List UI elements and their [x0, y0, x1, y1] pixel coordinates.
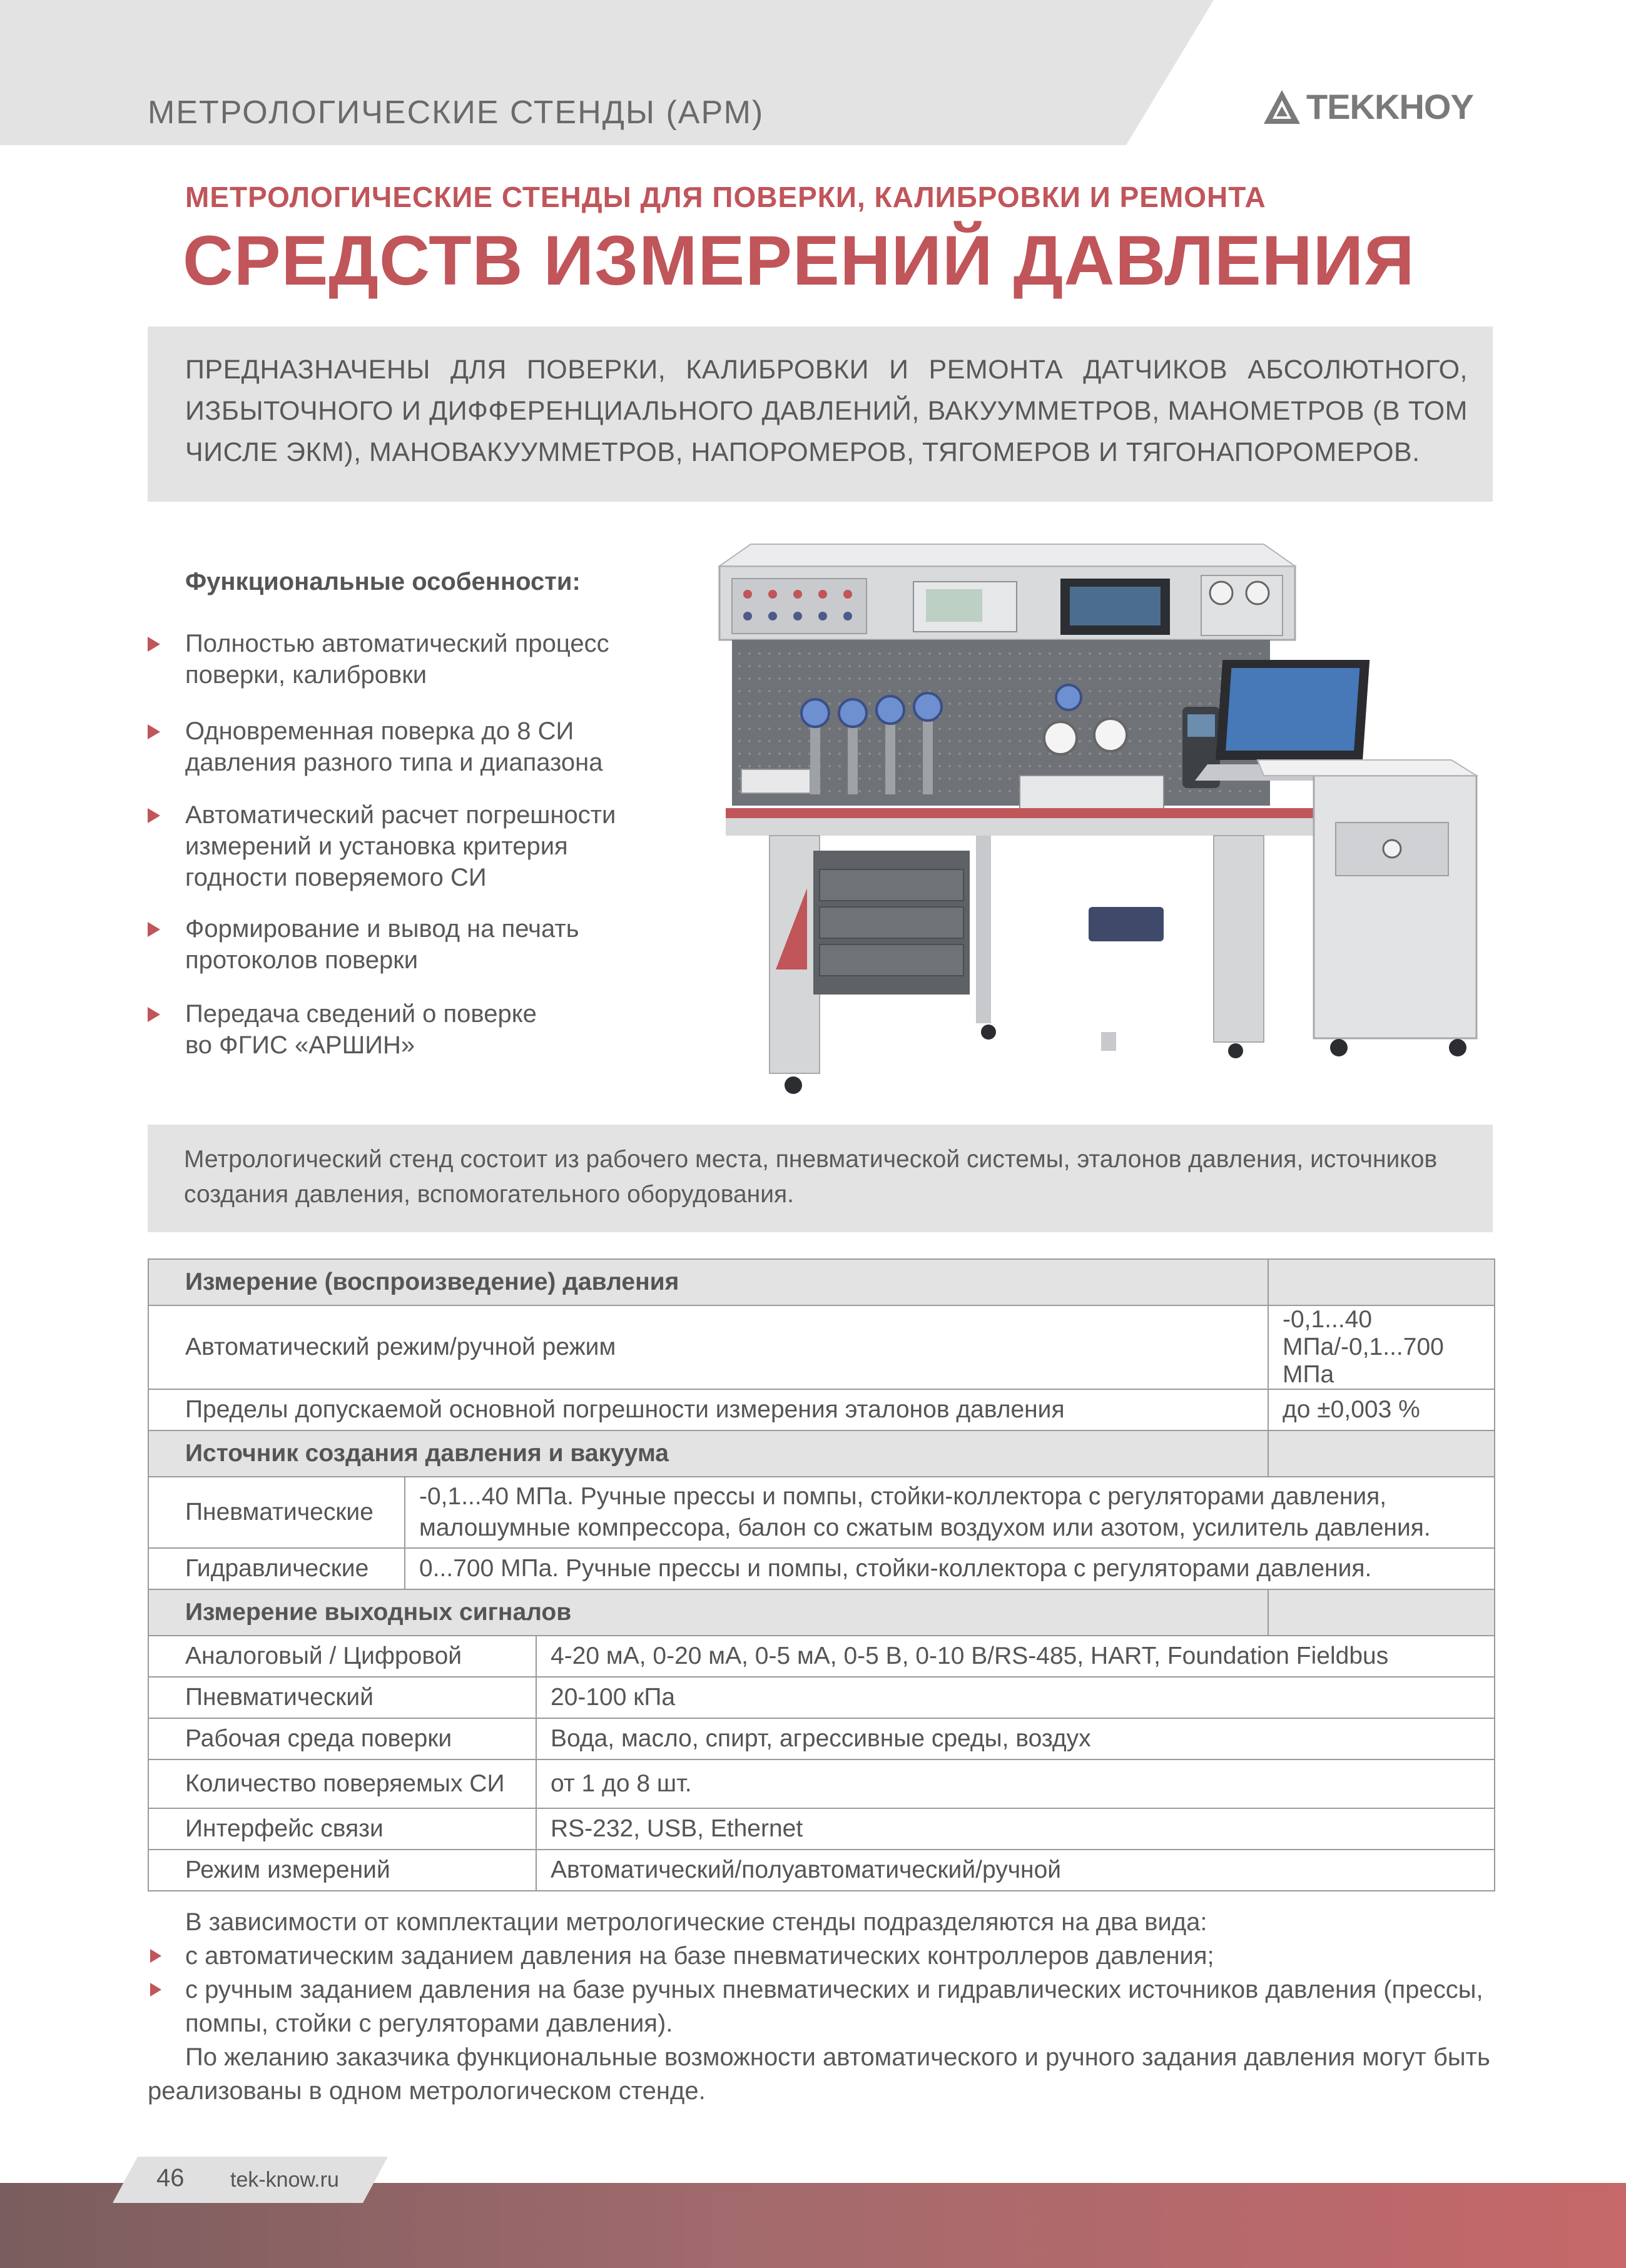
table-cell-empty: [1268, 1259, 1495, 1305]
table-row: [148, 1389, 1495, 1430]
section-title: МЕТРОЛОГИЧЕСКИЕ СТЕНДЫ (АРМ): [148, 94, 765, 131]
table-value: Вода, масло, спирт, агрессивные среды, воздух: [536, 1718, 1495, 1759]
bullet-triangle-icon: [148, 922, 160, 937]
bullet-triangle-icon: [148, 724, 160, 739]
table-cell-empty: [1268, 1589, 1495, 1636]
table-row: [148, 1808, 1495, 1850]
page-title: СРЕДСТВ ИЗМЕРЕНИЙ ДАВЛЕНИЯ: [183, 221, 1415, 300]
table-cell-empty: [1268, 1430, 1495, 1477]
feature-text: Передача сведений о поверке во ФГИС «АРШИН»: [185, 1000, 537, 1059]
closing-list-item: [148, 1973, 1493, 2040]
table-section-row: [148, 1259, 1495, 1305]
table-value: -0,1...40 МПа/-0,1...700 МПа: [1268, 1305, 1495, 1389]
table-section-row: [148, 1430, 1495, 1477]
table-label: Пределы допускаемой основной погрешности измерения эталонов давления: [148, 1389, 1268, 1430]
composition-block: [148, 1125, 1493, 1232]
table-row: [148, 1718, 1495, 1759]
bullet-triangle-icon: [150, 1949, 161, 1963]
logo-triangle-icon: [1263, 89, 1301, 125]
closing-outro: По желанию заказчика функциональные возможности автоматического и ручного задания давления могут быть реализованы в одном метрологическом стенде.: [148, 2043, 1490, 2105]
table-value: Автоматический/полуавтоматический/ручной: [536, 1850, 1495, 1891]
bullet-triangle-icon: [150, 1983, 161, 1997]
closing-list-text: с автоматическим заданием давления на базе пневматических контроллеров давления;: [185, 1942, 1214, 1970]
table-label: Рабочая среда поверки: [148, 1718, 536, 1759]
spec-table: [148, 1258, 1495, 1891]
features-title: Функциональные особенности:: [185, 568, 581, 595]
feature-text: Формирование и вывод на печать протоколов поверки: [185, 915, 579, 974]
table-label: Пневматический: [148, 1677, 536, 1718]
table-row: [148, 1305, 1495, 1389]
table-section-title: Измерение выходных сигналов: [148, 1589, 1268, 1636]
table-row: [148, 1759, 1495, 1808]
table-section-title: Измерение (воспроизведение) давления: [148, 1259, 1268, 1305]
brand-logo: [1263, 86, 1473, 127]
feature-text: Одновременная поверка до 8 СИ давления разного типа и диапазона: [185, 717, 603, 776]
closing-list-text: с ручным заданием давления на базе ручных пневматических и гидравлических источников давления (прессы, помпы, стойки с регуляторами давления).: [185, 1976, 1483, 2037]
table-row: [148, 1850, 1495, 1891]
table-section-title: Источник создания давления и вакуума: [148, 1430, 1268, 1477]
workstation-illustration: [713, 519, 1502, 1101]
bullet-triangle-icon: [148, 637, 160, 652]
purpose-block: [148, 327, 1493, 502]
table-label: Пневматические: [148, 1477, 405, 1548]
table-label: Режим измерений: [148, 1850, 536, 1891]
table-value: 20-100 кПа: [536, 1677, 1495, 1718]
table-label: Количество поверяемых СИ: [148, 1759, 536, 1808]
site-link[interactable]: tek-know.ru: [230, 2168, 339, 2192]
closing-text: [148, 1905, 1493, 2108]
table-row: [148, 1477, 1495, 1548]
table-value: 4-20 мА, 0-20 мА, 0-5 мА, 0-5 В, 0-10 В/RS-485, HART, Foundation Fieldbus: [536, 1636, 1495, 1677]
closing-intro: В зависимости от комплектации метрологические стенды подразделяются на два вида:: [185, 1908, 1207, 1936]
table-label: Автоматический режим/ручной режим: [148, 1305, 1268, 1389]
table-label: Гидравлические: [148, 1548, 405, 1589]
table-row: [148, 1548, 1495, 1589]
table-value: 0...700 МПа. Ручные прессы и помпы, стойки-коллектора с регуляторами давления.: [405, 1548, 1495, 1589]
table-value: RS-232, USB, Ethernet: [536, 1808, 1495, 1850]
table-label: Аналоговый / Цифровой: [148, 1636, 536, 1677]
table-row: [148, 1677, 1495, 1718]
purpose-text: ПРЕДНАЗНАЧЕНЫ ДЛЯ ПОВЕРКИ, КАЛИБРОВКИ И РЕМОНТА ДАТЧИКОВ АБСОЛЮТНОГО, ИЗБЫТОЧНОГО И ДИФФЕРЕНЦИАЛЬНОГО ДАВЛЕНИЙ, ВАКУУММЕТРОВ, МАНОМЕТРОВ (В ТОМ ЧИСЛЕ ЭКМ), МАНОВАКУУММЕТРОВ, НАПОРОМЕРОВ, ТЯГОМЕРОВ И ТЯГОНАПОРОМЕРОВ.: [185, 355, 1468, 467]
page-number: 46: [156, 2164, 185, 2192]
table-value: до ±0,003 %: [1268, 1389, 1495, 1430]
closing-list-item: [148, 1939, 1493, 1973]
feature-text: Автоматический расчет погрешности измерений и установка критерия годности поверяемого СИ: [185, 801, 616, 891]
bullet-triangle-icon: [148, 808, 160, 823]
table-section-row: [148, 1589, 1495, 1636]
table-value: от 1 до 8 шт.: [536, 1759, 1495, 1808]
logo-text: TEKKHOY: [1306, 87, 1473, 126]
composition-text: Метрологический стенд состоит из рабочего места, пневматической системы, эталонов давления, источников создания давления, вспомогательного оборудования.: [184, 1146, 1438, 1208]
table-label: Интерфейс связи: [148, 1808, 536, 1850]
feature-text: Полностью автоматический процесс поверки, калибровки: [185, 630, 609, 689]
table-row: [148, 1636, 1495, 1677]
title-kicker: МЕТРОЛОГИЧЕСКИЕ СТЕНДЫ ДЛЯ ПОВЕРКИ, КАЛИБРОВКИ И РЕМОНТА: [185, 181, 1266, 213]
table-value: -0,1...40 МПа. Ручные прессы и помпы, стойки-коллектора с регуляторами давления, малошумные компрессора, балон со сжатым воздухом или азотом, усилитель давления.: [405, 1477, 1495, 1548]
bullet-triangle-icon: [148, 1007, 160, 1022]
